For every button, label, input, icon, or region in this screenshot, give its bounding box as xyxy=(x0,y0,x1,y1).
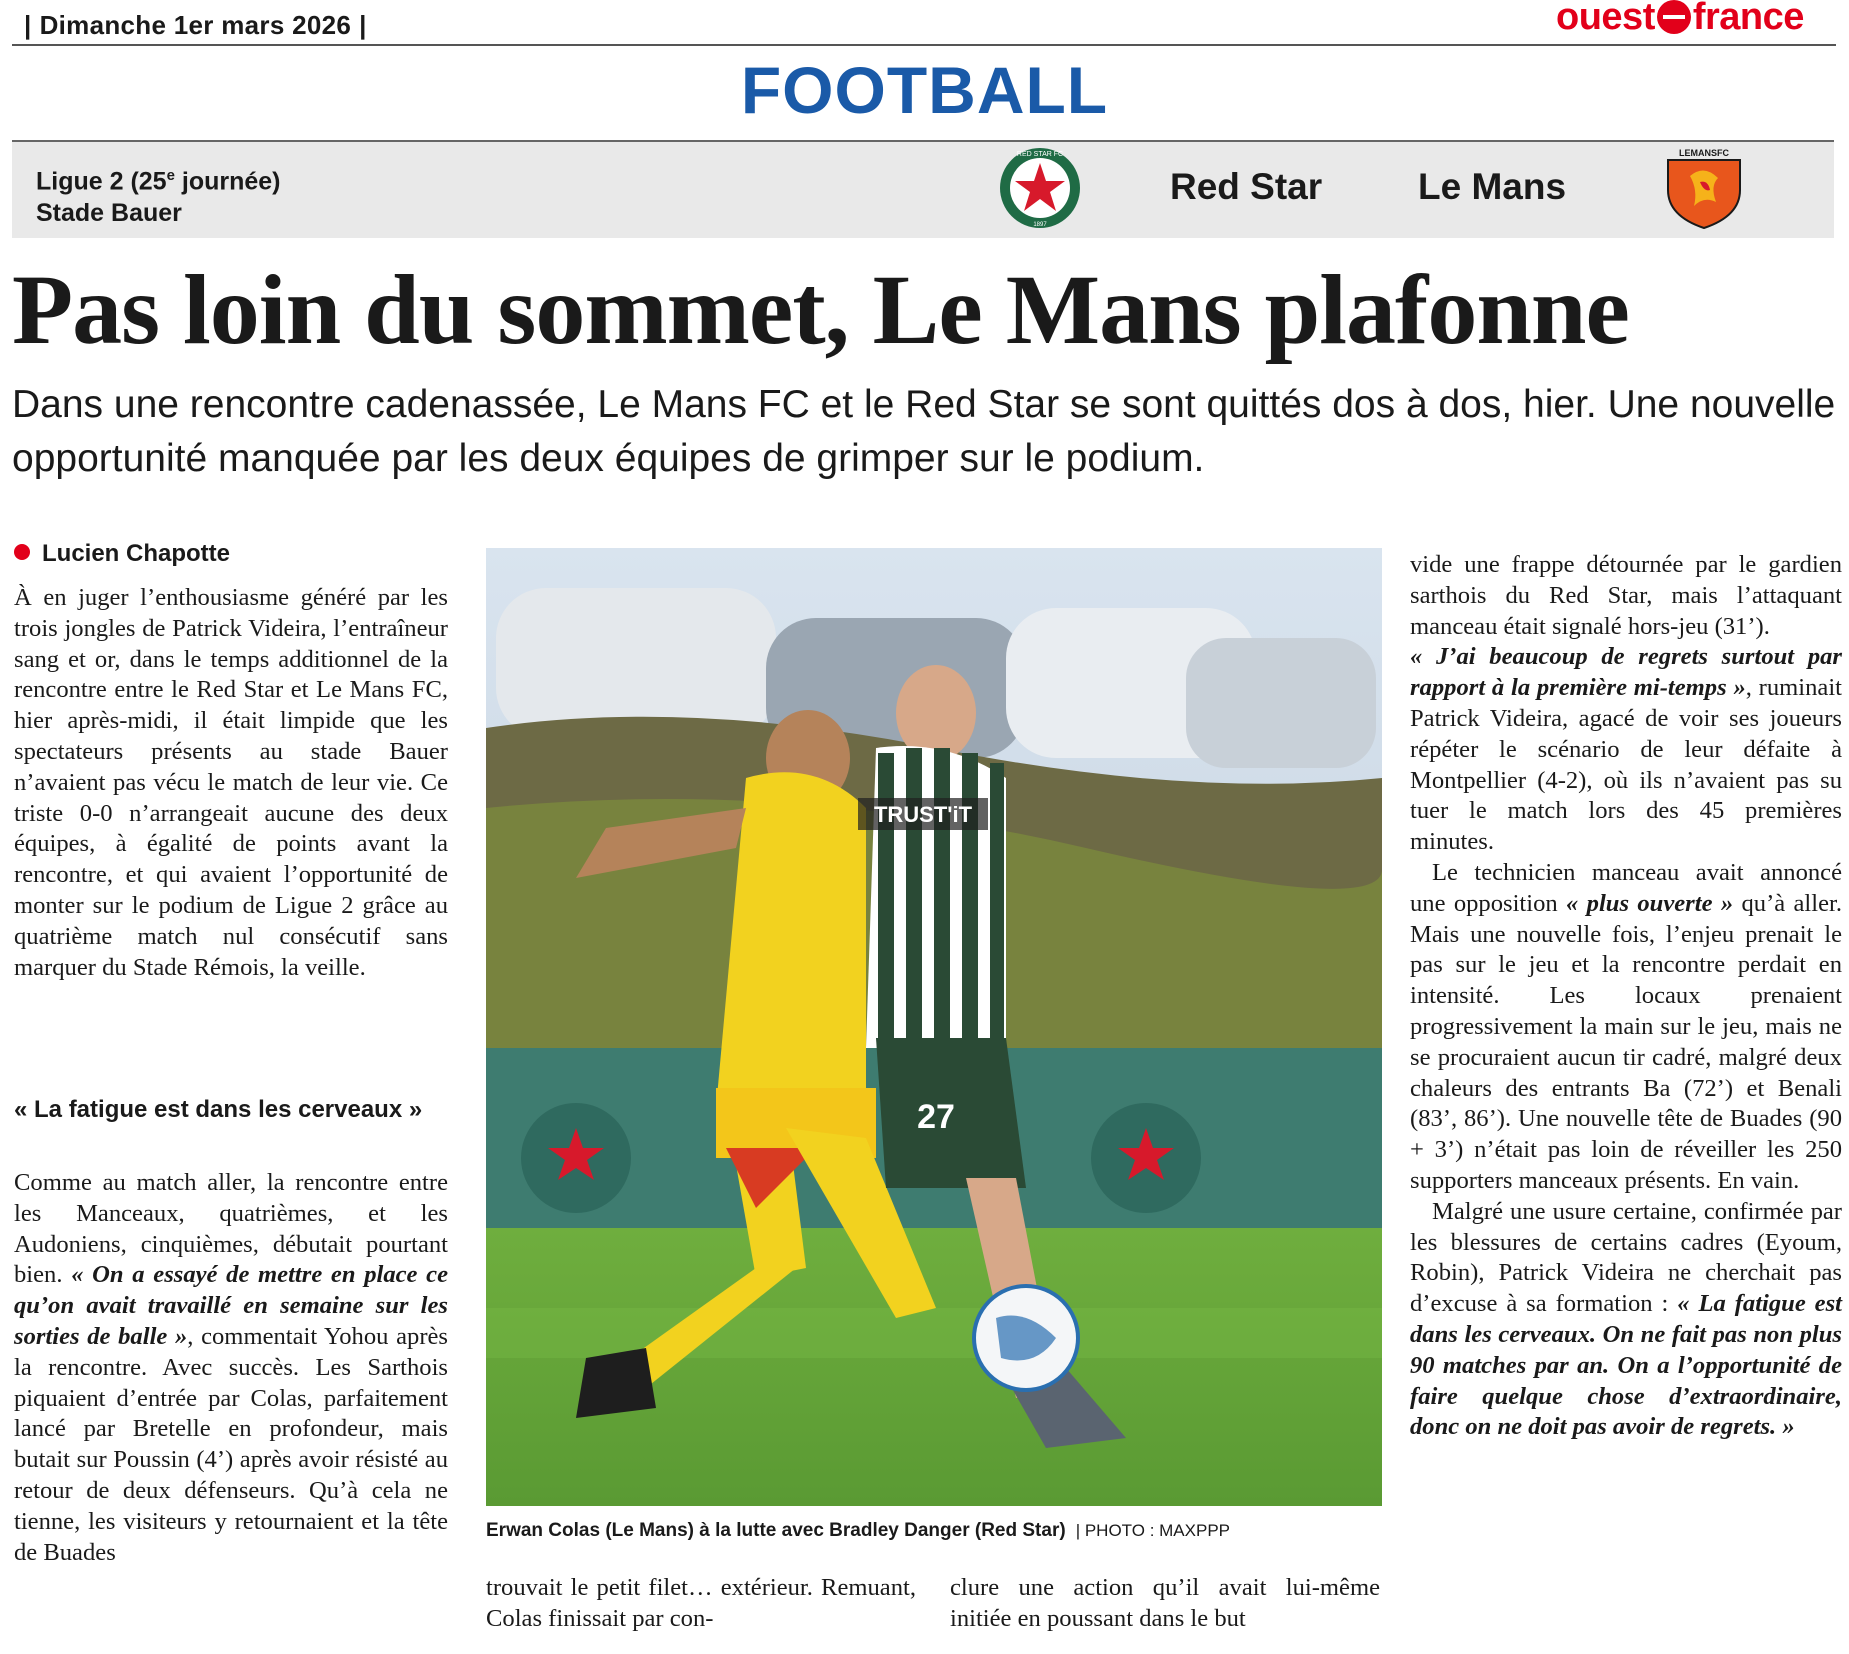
section-title: FOOTBALL xyxy=(740,53,1109,127)
photo-caption: Erwan Colas (Le Mans) à la lutte avec Bradley Danger (Red Star) | PHOTO : MAXPPP xyxy=(486,1520,1230,1541)
quote: « J’ai beaucoup de regrets surtout par rapport à la première mi-temps » xyxy=(1410,643,1842,702)
logo-left: ouest xyxy=(1556,0,1655,38)
author-byline: Lucien Chapotte xyxy=(14,540,230,568)
le-mans-crest-icon xyxy=(1660,146,1748,230)
svg-text:RED STAR FC: RED STAR FC xyxy=(1016,151,1064,158)
svg-text:LEMANSFC: LEMANSFC xyxy=(1679,148,1729,158)
publication-date: Dimanche 1er mars 2026 xyxy=(39,10,352,40)
standfirst: Dans une rencontre cadenassée, Le Mans FC et le Red Star se sont quittés dos à dos, hier. Une nouvelle opportunité manquée par les deux équipes de grimper sur le podium. xyxy=(12,383,1836,480)
column-1 xyxy=(14,583,448,983)
header-rule xyxy=(12,44,1836,46)
svg-text:1897: 1897 xyxy=(1033,222,1047,228)
column-3: clure une action qu’il avait lui-même initiée en poussant dans le but xyxy=(950,1574,1380,1632)
away-team: Le Mans xyxy=(1418,166,1567,207)
quote: « On a essayé de mettre en place ce qu’on avait travaillé en semaine sur les sorties de balle » xyxy=(14,1261,448,1350)
paragraph-c4-1: vide une frappe détournée par le gardien sarthois du Red Star, mais l’attaquant manceau était signalé hors-jeu (31’). xyxy=(1410,551,1842,640)
paragraph-2: Comme au match aller, la rencontre entre les Manceaux, quatrièmes, et les Audoniens, cinquièmes, débutait pourtant bien. « On a essayé de mettre en place ce qu’on avait travaillé en semaine sur les sorties de balle », commentait Yohou après la rencontre. Avec succès. Les Sarthois piquaient d’entrée par Colas, parfaitement lancé par Bretelle en profondeur, mais butait sur Poussin (4’) après avoir résisté au retour de deux défenseurs. Qu’à cela ne tienne, les visiteurs y retournaient et la tête de Buades xyxy=(14,1169,448,1566)
logo-dot-icon xyxy=(1657,0,1691,34)
paragraph-c4-3: Le technicien manceau avait annoncé une opposition « plus ouverte » qu’à aller. Mais une nouvelle fois, l’enjeu prenait le pas sur le jeu et la rencontre perdait en intensité. Les locaux prenaient progressivement la main sur le jeu, mais ne se procuraient aucun tir cadré, malgré deux chaleurs des entrants Ba (72’) et Benali (83’, 86’). Une nouvelle tête de Buades (90 + 3’) n’était pas loin de réveiller les 250 supporters manceaux présents. En vain. xyxy=(1410,858,1842,1194)
competition-info xyxy=(36,160,281,229)
intertitle: « La fatigue est dans les cerveaux » xyxy=(14,1096,423,1123)
headline: Pas loin du sommet, Le Mans plafonne xyxy=(12,254,1629,365)
svg-text:27: 27 xyxy=(917,1098,955,1136)
divider: | xyxy=(359,10,367,40)
column-2: trouvait le petit filet… extérieur. Remuant, Colas finissait par con- xyxy=(486,1574,916,1632)
ouest-france-logo xyxy=(1556,0,1804,39)
column-1-cont xyxy=(14,1168,448,1568)
dateline xyxy=(16,10,375,41)
logo-right: france xyxy=(1692,0,1804,38)
paragraph-1: À en juger l’enthousiasme généré par les trois jongles de Patrick Videira, l’entraîneur sang et or, dans le temps additionnel de la rencontre entre le Red Star et Le Mans FC, hier après-midi, il était limpide que les spectateurs présents au stade Bauer n’avaient pas vécu le match de leur vie. Ce triste 0-0 n’arrangeait aucune des deux équipes, à égalité de points avant la rencontre, et qui avaient l’opportunité de monter sur le podium de Ligue 2 grâce au quatrième match nul consécutif sans marquer du Stade Rémois, la veille. xyxy=(14,584,448,981)
home-team: Red Star xyxy=(1170,166,1323,207)
column-4 xyxy=(1410,550,1842,1443)
quote: « plus ouverte » xyxy=(1566,889,1734,917)
photo-credit: | PHOTO : MAXPPP xyxy=(1075,1521,1230,1540)
red-star-crest-icon xyxy=(992,146,1088,230)
quote: « La fatigue est dans les cerveaux. On ne fait pas non plus 90 matches par an. On a l’opportunité de faire quelque chose d’extraordinaire, donc on ne doit pas avoir de regrets. » xyxy=(1410,1290,1843,1441)
bullet-icon xyxy=(14,544,30,560)
match-photo xyxy=(486,548,1382,1506)
stadium: Stade Bauer xyxy=(36,199,182,228)
divider: | xyxy=(24,10,32,40)
paragraph-c4-2: « J’ai beaucoup de regrets surtout par rapport à la première mi-temps », ruminait Patrick Videira, agacé de voir ses joueurs répéter le scénario de leur défaite à Montpellier (4-2), où ils n’avaient pas su tuer le match lors des 45 premières minutes. xyxy=(1410,643,1842,856)
svg-text:TRUST'iT: TRUST'iT xyxy=(873,802,973,827)
paragraph-c4-4: Malgré une usure certaine, confirmée par les blessures de certains cadres (Eyoum, Robin), Patrick Videira ne cherchait pas d’excuse à sa formation : « La fatigue est dans les cerveaux. On ne fait pas non plus 90 matches par an. On a l’opportunité de faire quelque chose d’extraordinaire, donc on ne doit pas avoir de regrets. » xyxy=(1410,1197,1843,1441)
competition: Ligue 2 (25e journée) xyxy=(36,167,281,196)
